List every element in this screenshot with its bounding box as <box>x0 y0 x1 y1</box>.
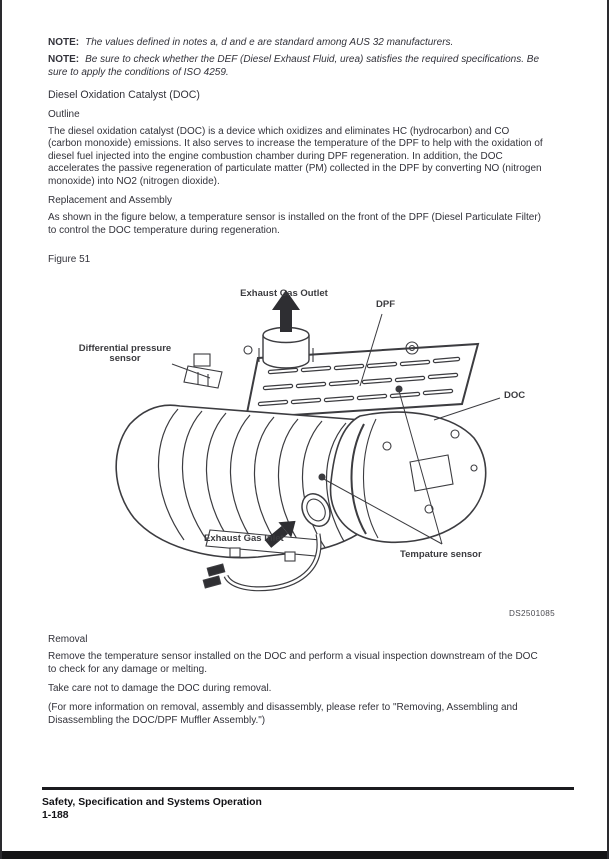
outline-paragraph: The diesel oxidation catalyst (DOC) is a device which oxidizes and eliminates HC (hydrocarbon) and CO (carbon monoxide) emissions. It also serves to increase the temperature of the DPF to help with the oxidation of diesel fuel injected into the engine combustion chamber during DPF regeneration. In addition, the DOC accelerates the passive regeneration of particulate matter (PM) collected in the DPF by converting NO (nitrogen monoxide) into NO2 (nitrogen dioxide). <box>48 126 543 187</box>
removal-paragraph: Take care not to damage the DOC during removal. <box>48 682 272 694</box>
figure-51 <box>60 288 605 623</box>
label-dpf: DPF <box>376 298 395 310</box>
dpf-doc-assembly-diagram <box>60 288 605 623</box>
removal-paragraph: Remove the temperature sensor installed on the DOC and perform a visual inspection downstream of the DOC to check for any damage or melting. <box>48 651 538 675</box>
footer-section-title: Safety, Specification and Systems Operation <box>42 797 262 808</box>
label-exhaust-gas-outlet: Exhaust Gas Outlet <box>240 287 328 299</box>
page-bottom-bar <box>2 851 607 859</box>
doc-end-assembly <box>331 412 486 542</box>
note-text: The values defined in notes a, d and e are standard among AUS 32 manufacturers. <box>85 37 454 48</box>
footer-page-number: 1-188 <box>42 810 69 821</box>
note-label: NOTE: <box>48 37 80 48</box>
label-differential-pressure-sensor: Differential pressure sensor <box>78 342 172 365</box>
page-content <box>2 0 607 727</box>
note-label: NOTE: <box>48 54 80 66</box>
note-line <box>48 37 548 49</box>
drawing-code: DS2501085 <box>509 608 555 618</box>
label-doc: DOC <box>504 389 526 401</box>
outlet-pipe <box>259 327 313 368</box>
label-temperature-sensor: Tempature sensor <box>400 548 482 560</box>
page-footer <box>42 787 574 822</box>
section-title: Diesel Oxidation Catalyst (DOC) <box>48 89 200 102</box>
removal-heading: Removal <box>48 633 88 645</box>
footer-rule <box>42 787 574 790</box>
replacement-paragraph: As shown in the figure below, a temperature sensor is installed on the front of the DPF (Diesel Particulate Filter) to control the DOC temperature during regeneration. <box>48 212 542 236</box>
replacement-heading: Replacement and Assembly <box>48 195 172 207</box>
note-text: Be sure to check whether the DEF (Diesel Exhaust Fluid, urea) satisfies the required specifications. Be sure to apply the conditions of ISO 4259. <box>48 54 540 78</box>
note-line <box>48 54 548 79</box>
outline-heading: Outline <box>48 108 80 120</box>
figure-caption: Figure 51 <box>48 254 91 266</box>
label-exhaust-gas-inlet: Exhaust Gas Inlet <box>204 532 284 544</box>
removal-paragraph: (For more information on removal, assembly and disassembly, please refer to "Removing, Assembling and Disassembling the DOC/DPF Muffler Assembly.") <box>48 702 518 726</box>
